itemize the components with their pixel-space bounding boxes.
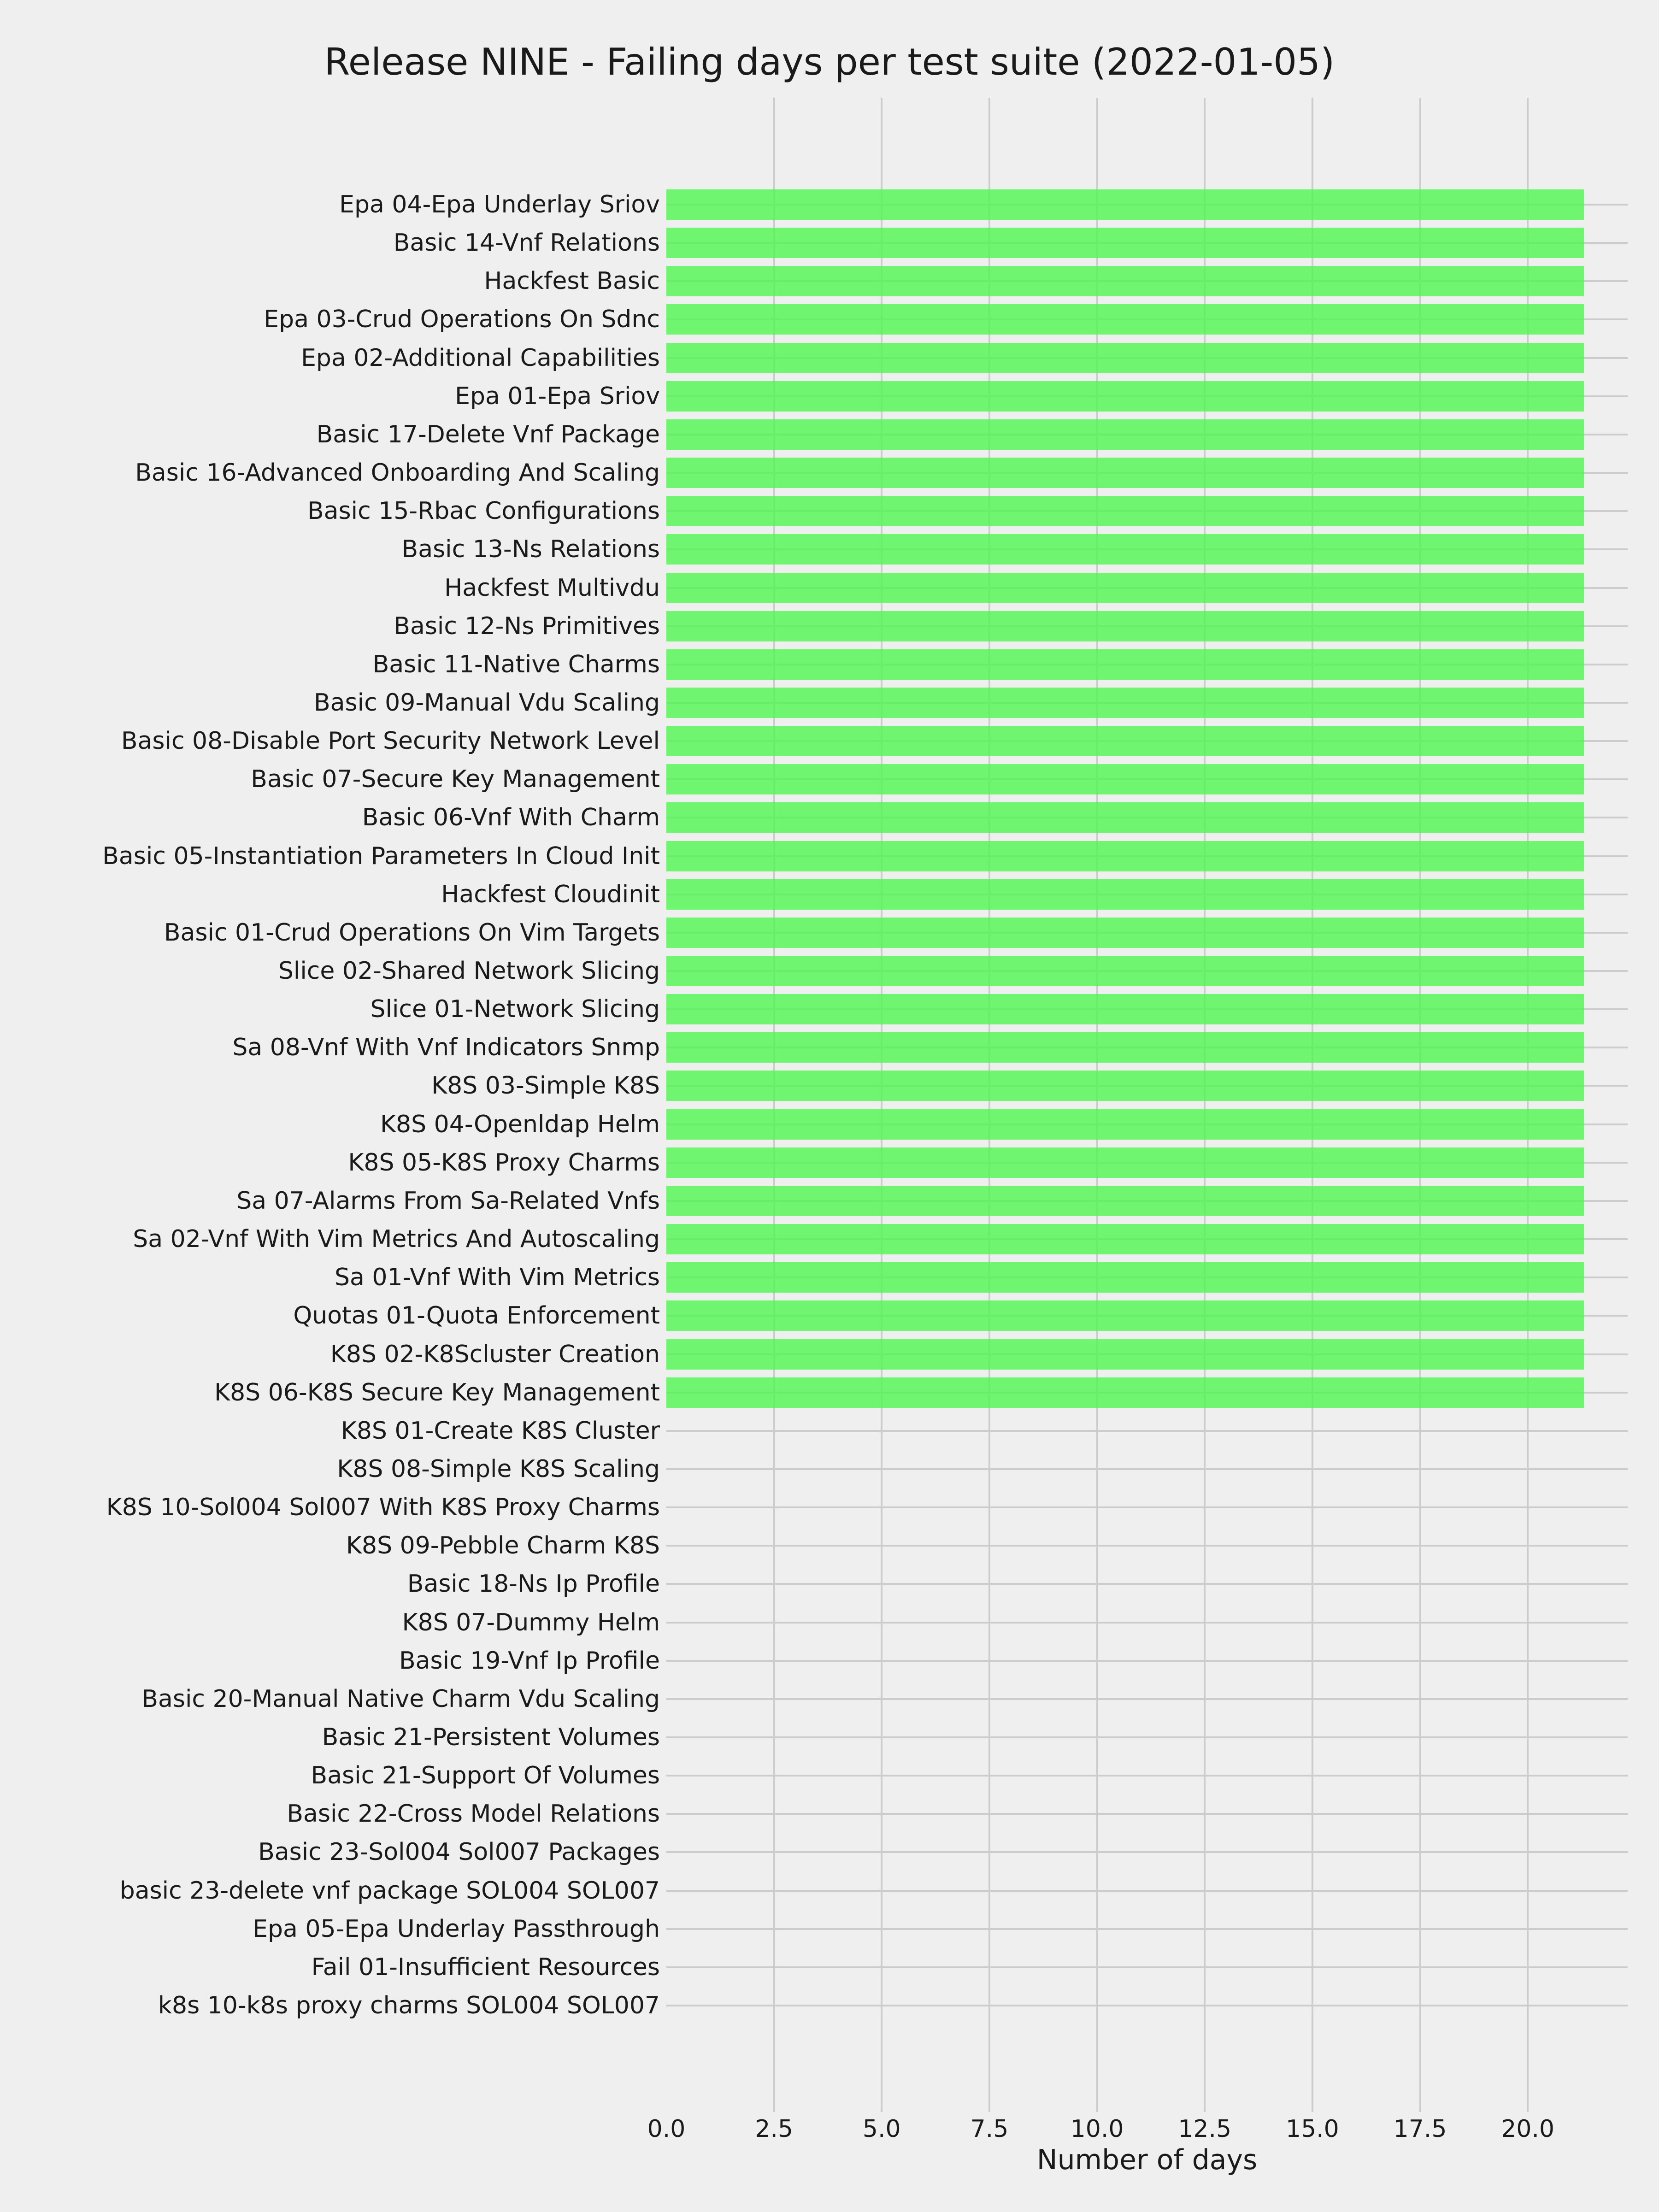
x-axis-tick-label: 10.0 <box>1070 2115 1124 2143</box>
bar <box>666 458 1584 488</box>
y-axis-label: Basic 22-Cross Model Relations <box>287 1800 660 1828</box>
bar <box>666 918 1584 948</box>
bar <box>666 611 1584 641</box>
x-axis-tick-label: 0.0 <box>647 2115 686 2143</box>
bar <box>666 381 1584 412</box>
y-axis-label: Basic 05-Instantiation Parameters In Cloud Init <box>102 842 660 870</box>
y-axis-label: Basic 12-Ns Primitives <box>394 612 660 640</box>
bar <box>666 841 1584 871</box>
y-axis-label: Basic 16-Advanced Onboarding And Scaling <box>135 459 660 487</box>
y-axis-label: Hackfest Cloudinit <box>441 880 660 908</box>
bar <box>666 1339 1584 1370</box>
y-axis-label: Sa 08-Vnf With Vnf Indicators Snmp <box>232 1034 660 1062</box>
bar <box>666 496 1584 526</box>
y-axis-label: Sa 01-Vnf With Vim Metrics <box>334 1264 660 1292</box>
y-axis-label: Basic 08-Disable Port Security Network Level <box>121 727 660 755</box>
y-axis-label: Epa 04-Epa Underlay Sriov <box>339 191 660 218</box>
y-axis-label: Basic 21-Persistent Volumes <box>322 1724 660 1751</box>
x-axis-title: Number of days <box>1036 2144 1258 2176</box>
gridline-horizontal <box>666 1430 1628 1432</box>
gridline-horizontal <box>666 1660 1628 1662</box>
x-axis-tick-label: 20.0 <box>1501 2115 1555 2143</box>
bar <box>666 1262 1584 1293</box>
bar <box>666 726 1584 756</box>
gridline-horizontal <box>666 1736 1628 1738</box>
bar <box>666 573 1584 603</box>
bar <box>666 534 1584 565</box>
gridline-horizontal <box>666 1851 1628 1853</box>
bar <box>666 266 1584 296</box>
bar <box>666 1147 1584 1178</box>
y-axis-label: K8S 10-Sol004 Sol007 With K8S Proxy Charms <box>106 1494 660 1522</box>
bar <box>666 304 1584 335</box>
y-axis-label: Epa 02-Additional Capabilities <box>301 344 660 372</box>
y-axis-label: K8S 04-Openldap Helm <box>380 1110 660 1138</box>
bar <box>666 343 1584 373</box>
bar <box>666 649 1584 680</box>
y-axis-label: Basic 09-Manual Vdu Scaling <box>313 688 660 717</box>
bar <box>666 228 1584 258</box>
y-axis-label: Sa 02-Vnf With Vim Metrics And Autoscaling <box>133 1225 660 1253</box>
y-axis-label: Basic 14-Vnf Relations <box>393 229 660 257</box>
y-axis-label: Basic 23-Sol004 Sol007 Packages <box>258 1838 660 1866</box>
x-axis-tick-label: 15.0 <box>1285 2115 1339 2143</box>
y-axis-label: Basic 11-Native Charms <box>372 650 660 678</box>
y-axis-label: K8S 08-Simple K8S Scaling <box>337 1455 660 1483</box>
bar <box>666 1071 1584 1101</box>
y-axis-label: Fail 01-Insufficient Resources <box>311 1953 660 1981</box>
bar <box>666 1377 1584 1408</box>
gridline-horizontal <box>666 1966 1628 1968</box>
y-axis-label: K8S 03-Simple K8S <box>431 1072 660 1100</box>
gridline-horizontal <box>666 1468 1628 1470</box>
bar <box>666 688 1584 718</box>
y-axis-label: Basic 15-Rbac Configurations <box>307 497 660 525</box>
bar <box>666 802 1584 833</box>
y-axis-label: Basic 01-Crud Operations On Vim Targets <box>164 918 660 947</box>
x-axis-tick-label: 17.5 <box>1393 2115 1447 2143</box>
y-axis-label: K8S 05-K8S Proxy Charms <box>348 1148 660 1177</box>
gridline-horizontal <box>666 1622 1628 1624</box>
y-axis-label: basic 23-delete vnf package SOL004 SOL007 <box>119 1877 660 1905</box>
y-axis-label: Epa 03-Crud Operations On Sdnc <box>264 306 660 334</box>
chart-title: Release NINE - Failing days per test suite (2022-01-05) <box>324 41 1335 83</box>
y-axis-label: Hackfest Basic <box>484 267 660 295</box>
y-axis-label: Basic 07-Secure Key Management <box>251 765 660 794</box>
gridline-horizontal <box>666 1775 1628 1777</box>
gridline-horizontal <box>666 1583 1628 1585</box>
y-axis-label: K8S 07-Dummy Helm <box>402 1608 660 1636</box>
bar <box>666 1300 1584 1331</box>
plot-area <box>666 98 1628 2112</box>
gridline-horizontal <box>666 1545 1628 1547</box>
bar <box>666 1224 1584 1254</box>
y-axis-labels <box>0 98 660 2112</box>
gridline-horizontal <box>666 1813 1628 1815</box>
gridline-horizontal <box>666 1698 1628 1700</box>
x-axis-tick-label: 7.5 <box>970 2115 1009 2143</box>
gridline-horizontal <box>666 2005 1628 2006</box>
bar <box>666 879 1584 910</box>
bar <box>666 1186 1584 1216</box>
x-axis-tick-label: 12.5 <box>1178 2115 1232 2143</box>
y-axis-label: K8S 02-K8Scluster Creation <box>330 1340 660 1368</box>
y-axis-label: Basic 13-Ns Relations <box>401 535 660 564</box>
x-axis-tick-label: 5.0 <box>862 2115 901 2143</box>
y-axis-label: K8S 09-Pebble Charm K8S <box>346 1532 660 1560</box>
y-axis-label: Basic 20-Manual Native Charm Vdu Scaling <box>141 1685 660 1713</box>
gridline-horizontal <box>666 1506 1628 1508</box>
y-axis-label: K8S 06-K8S Secure Key Management <box>214 1378 660 1406</box>
y-axis-label: Basic 19-Vnf Ip Profile <box>399 1647 660 1675</box>
y-axis-label: Basic 17-Delete Vnf Package <box>316 420 660 448</box>
y-axis-label: K8S 01-Create K8S Cluster <box>341 1417 660 1445</box>
y-axis-label: Basic 21-Support Of Volumes <box>311 1762 660 1790</box>
y-axis-label: Slice 02-Shared Network Slicing <box>278 957 660 985</box>
bar <box>666 764 1584 794</box>
bar <box>666 419 1584 450</box>
bar <box>666 994 1584 1024</box>
bar <box>666 1109 1584 1140</box>
y-axis-label: Basic 06-Vnf With Charm <box>362 804 660 832</box>
y-axis-label: Hackfest Multivdu <box>444 574 660 602</box>
gridline-horizontal <box>666 1890 1628 1892</box>
bar <box>666 956 1584 986</box>
y-axis-label: Slice 01-Network Slicing <box>370 995 660 1024</box>
y-axis-label: k8s 10-k8s proxy charms SOL004 SOL007 <box>158 1992 660 2020</box>
y-axis-label: Sa 07-Alarms From Sa-Related Vnfs <box>236 1187 660 1215</box>
y-axis-label: Basic 18-Ns Ip Profile <box>407 1570 660 1598</box>
x-axis-tick-label: 2.5 <box>755 2115 793 2143</box>
y-axis-label: Quotas 01-Quota Enforcement <box>293 1302 660 1330</box>
gridline-horizontal <box>666 1928 1628 1930</box>
bar <box>666 189 1584 220</box>
y-axis-label: Epa 01-Epa Sriov <box>455 382 660 410</box>
bar <box>666 1032 1584 1063</box>
y-axis-label: Epa 05-Epa Underlay Passthrough <box>253 1915 660 1943</box>
